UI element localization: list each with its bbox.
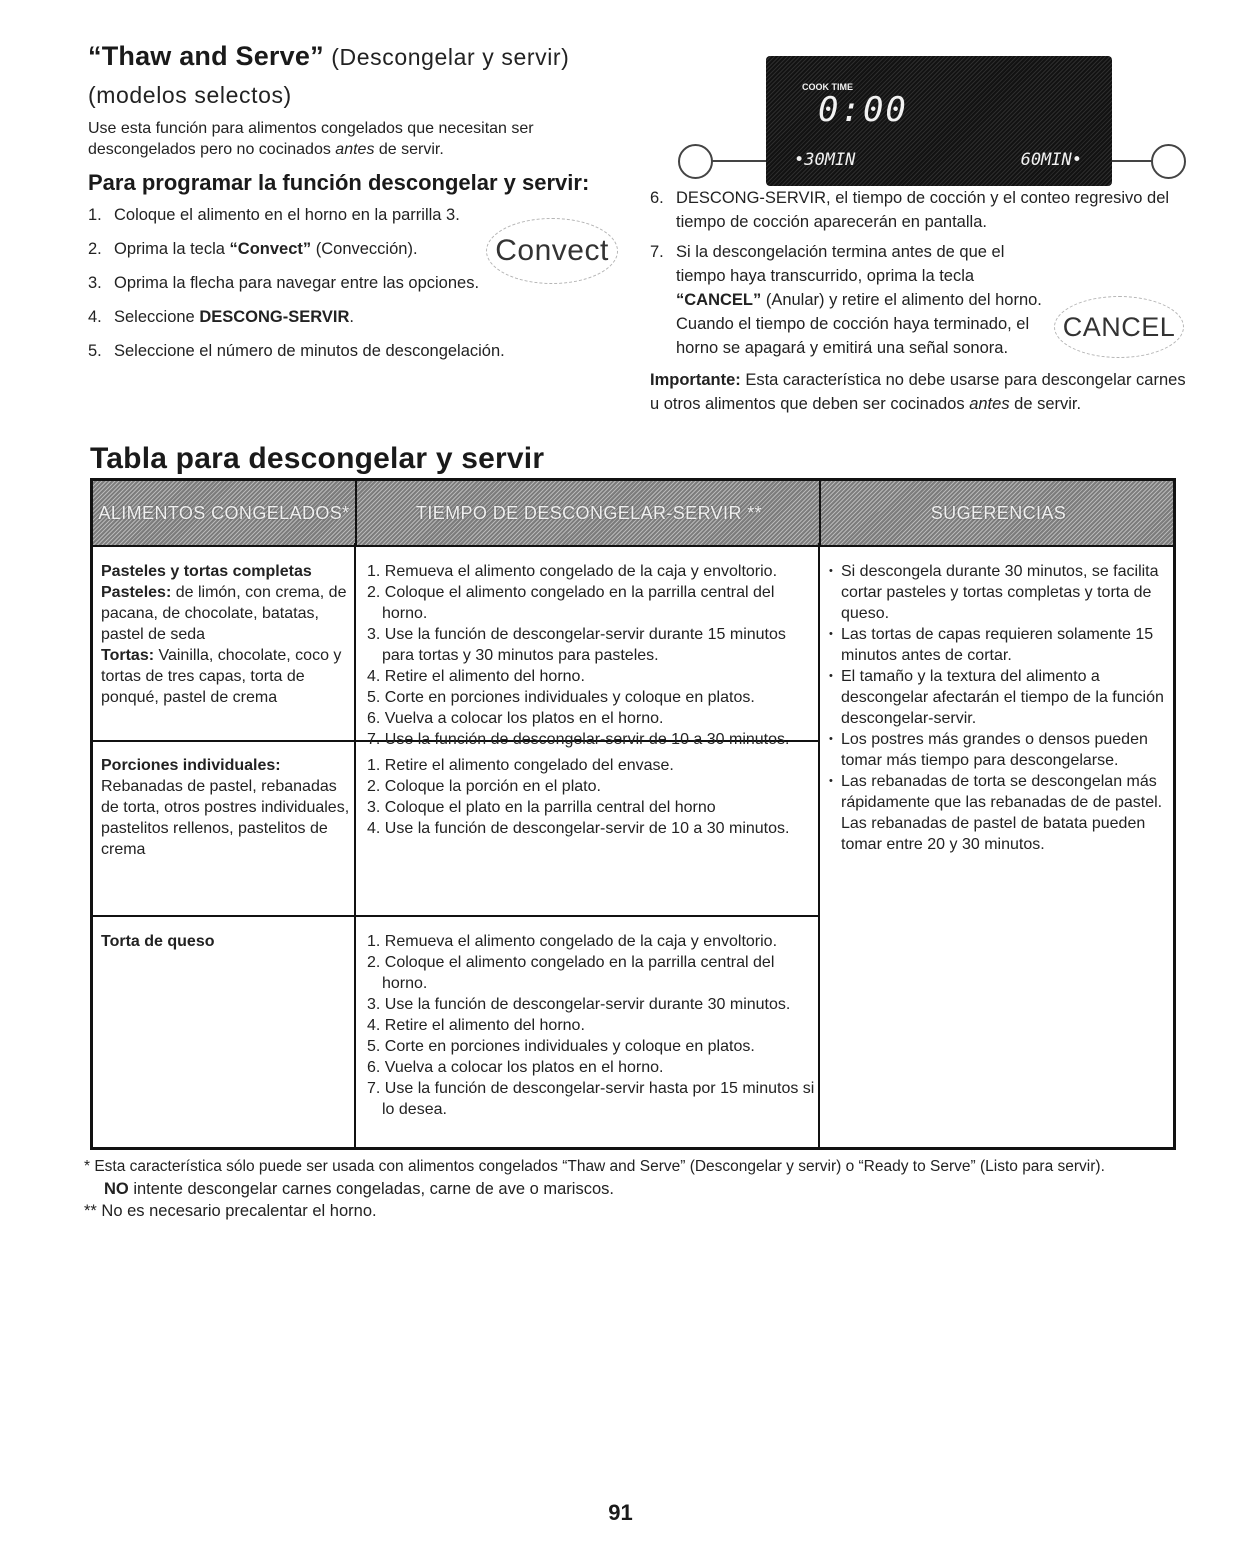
row1-foods bbox=[101, 561, 351, 708]
step-key-name: “CANCEL” bbox=[676, 291, 762, 309]
list-item: • Las rebanadas de torta se descongelan más rápidamente que las rebanadas de de pastel. Las rebanadas de pastel de batata pueden tomar entre 20 y 30 minutos. bbox=[825, 771, 1170, 855]
list-item: 4. Use la función de descongelar-servir de 10 a 30 minutos. bbox=[367, 820, 790, 837]
list-item: • Si descongela durante 30 minutos, se facilita cortar pasteles y tortas completas y torta de queso. bbox=[825, 561, 1170, 624]
step-text-end: (Convección). bbox=[311, 240, 418, 258]
step-text: Seleccione el número de minutos de descongelación. bbox=[114, 342, 505, 360]
list-item: 2. Coloque la porción en el plato. bbox=[367, 778, 601, 795]
knob-connector-left bbox=[711, 160, 768, 162]
right-step-6 bbox=[650, 186, 1170, 234]
step-text bbox=[676, 240, 1050, 360]
row2-foods bbox=[101, 755, 351, 860]
header-suggestions: SUGERENCIAS bbox=[819, 481, 1176, 545]
intro-italic: antes bbox=[335, 141, 375, 158]
footnote-emphasis: NO bbox=[104, 1180, 129, 1198]
knob-connector-right bbox=[1110, 160, 1154, 162]
lcd-screen bbox=[766, 56, 1112, 186]
intro-text: Use esta función para alimentos congelados que necesitan ser descongelados pero no cocinados bbox=[88, 120, 534, 158]
list-item: 5. Corte en porciones individuales y coloque en platos. bbox=[367, 689, 755, 706]
list-item: 6. Vuelva a colocar los platos en el horno. bbox=[367, 710, 664, 727]
list-item: 7. Use la función de descongelar-servir hasta por 15 minutos si lo desea. bbox=[367, 1080, 815, 1118]
list-item: 4. Retire el alimento del horno. bbox=[367, 668, 585, 685]
important-italic: antes bbox=[969, 395, 1010, 413]
step-text-start: Si la descongelación termina antes de que el tiempo haya transcurrido, oprima la tecla bbox=[676, 243, 1005, 285]
suggestions-list bbox=[825, 561, 1170, 855]
step-text: DESCONG-SERVIR, el tiempo de cocción y el conteo regresivo del tiempo de cocción aparecerán en pantalla. bbox=[676, 189, 1170, 231]
step-number: 4. bbox=[88, 308, 102, 326]
row2-heading: Porciones individuales: bbox=[101, 757, 281, 774]
list-item: 1. Remueva el alimento congelado de la caja y envoltorio. bbox=[367, 933, 778, 950]
section-title-bold: “Thaw and Serve” bbox=[88, 41, 324, 71]
list-item: • El tamaño y la textura del alimento a descongelar afectarán el tiempo de la función descongelar-servir. bbox=[825, 666, 1170, 729]
left-knob-icon[interactable] bbox=[678, 144, 713, 179]
step-number: 1. bbox=[88, 206, 102, 224]
step-number: 6. bbox=[650, 189, 664, 207]
step-number: 5. bbox=[88, 342, 102, 360]
header-frozen-foods: ALIMENTOS CONGELADOS* bbox=[98, 502, 350, 523]
row2-steps bbox=[367, 755, 815, 839]
footnote-text: intente descongelar carnes congeladas, carne de ave o mariscos. bbox=[128, 1180, 614, 1198]
footnote-2: ** No es necesario precalentar el horno. bbox=[84, 1202, 377, 1220]
table-title: Tabla para descongelar y servir bbox=[90, 442, 545, 475]
cook-time-readout: 0:00 bbox=[818, 90, 908, 130]
pasteles-text: de limón, con crema, de pacana, de chocolate, batatas, pastel de seda bbox=[101, 584, 347, 643]
tortas-label: Tortas: bbox=[101, 647, 155, 664]
step-key-name: “Convect” bbox=[229, 240, 312, 258]
convect-key[interactable]: Convect bbox=[486, 218, 618, 284]
header-thaw-time: TIEMPO DE DESCONGELAR-SERVIR ** bbox=[355, 481, 821, 545]
step-number: 7. bbox=[650, 243, 664, 261]
option-60-min: 60MIN• bbox=[1020, 150, 1082, 170]
cancel-key[interactable]: CANCEL bbox=[1054, 296, 1184, 358]
column-divider bbox=[818, 543, 820, 1147]
option-30-min: •30MIN bbox=[794, 150, 856, 170]
step-text: Oprima la tecla bbox=[114, 240, 230, 258]
list-item: 1. Retire el alimento congelado del envase. bbox=[367, 757, 674, 774]
step-text-end: . bbox=[349, 308, 354, 326]
row3-heading: Torta de queso bbox=[101, 933, 215, 950]
section-title-spanish: (Descongelar y servir) bbox=[331, 44, 570, 70]
oven-display-panel bbox=[676, 56, 1186, 191]
step-text: Seleccione bbox=[114, 308, 200, 326]
intro-text-end: de servir. bbox=[374, 141, 444, 158]
list-item: 7. Use la función de descongelar-servir de 10 a 30 minutos. bbox=[367, 731, 790, 748]
footnote-1: * Esta característica sólo puede ser usada con alimentos congelados “Thaw and Serve” (Descongelar y servir) o “Ready to Serve” (Listo para servir). bbox=[84, 1158, 1105, 1175]
cook-time-label: COOK TIME bbox=[802, 82, 853, 92]
important-text: Esta característica no debe usarse para descongelar carnes u otros alimentos que deben ser cocinados bbox=[650, 371, 1186, 413]
row2-text: Rebanadas de pastel, rebanadas de torta, otros postres individuales, pastelitos rellenos, pastelitos de crema bbox=[101, 778, 350, 858]
important-text-end: de servir. bbox=[1009, 395, 1082, 413]
step-number: 2. bbox=[88, 240, 102, 258]
step-text: Coloque el alimento en el horno en la parrilla 3. bbox=[114, 206, 460, 224]
list-item: 2. Coloque el alimento congelado en la parrilla central del horno. bbox=[367, 584, 775, 622]
list-item: 3. Use la función de descongelar-servir durante 15 minutos para tortas y 30 minutos para pasteles. bbox=[367, 626, 786, 664]
right-step-7 bbox=[650, 240, 1050, 360]
row3-foods bbox=[101, 931, 351, 952]
table-header-row bbox=[93, 481, 1173, 547]
footnote-1b bbox=[104, 1178, 614, 1200]
list-item: 6. Vuelva a colocar los platos en el horno. bbox=[367, 1059, 664, 1076]
row1-steps bbox=[367, 561, 815, 750]
list-item: • Los postres más grandes o densos pueden tomar más tiempo para descongelarse. bbox=[825, 729, 1170, 771]
section-title bbox=[88, 40, 569, 73]
row3-steps bbox=[367, 931, 815, 1120]
row1-heading: Pasteles y tortas completas bbox=[101, 563, 312, 580]
page-number: 91 bbox=[608, 1500, 633, 1525]
list-item: 2. Coloque el alimento congelado en la parrilla central del horno. bbox=[367, 954, 775, 992]
step-text-end: (Anular) y retire el alimento del horno. Cuando el tiempo de cocción haya terminado, el horno se apagará y emitirá una señal sonora. bbox=[676, 291, 1042, 357]
intro-paragraph bbox=[88, 118, 608, 160]
program-step-4 bbox=[88, 307, 608, 341]
program-step-5 bbox=[88, 341, 608, 375]
list-item: 1. Remueva el alimento congelado de la caja y envoltorio. bbox=[367, 563, 778, 580]
step-option-name: DESCONG-SERVIR bbox=[199, 308, 350, 326]
thaw-serve-table bbox=[90, 478, 1176, 1150]
step-number: 3. bbox=[88, 274, 102, 292]
list-item: • Las tortas de capas requieren solamente 15 minutos antes de cortar. bbox=[825, 624, 1170, 666]
column-divider bbox=[354, 543, 356, 1147]
important-label: Importante: bbox=[650, 371, 741, 389]
program-heading: Para programar la función descongelar y servir: bbox=[88, 170, 590, 195]
tortas-text: Vainilla, chocolate, coco y tortas de tres capas, torta de ponqué, pastel de crema bbox=[101, 647, 342, 706]
list-item: 4. Retire el alimento del horno. bbox=[367, 1017, 585, 1034]
pasteles-label: Pasteles: bbox=[101, 584, 172, 601]
list-item: 3. Coloque el plato en la parrilla central del horno bbox=[367, 799, 716, 816]
right-knob-icon[interactable] bbox=[1151, 144, 1186, 179]
step-text: Oprima la flecha para navegar entre las opciones. bbox=[114, 274, 480, 292]
list-item: 3. Use la función de descongelar-servir durante 30 minutos. bbox=[367, 996, 791, 1013]
list-item: 5. Corte en porciones individuales y coloque en platos. bbox=[367, 1038, 755, 1055]
section-subtitle: (modelos selectos) bbox=[88, 82, 292, 108]
row-divider bbox=[93, 915, 820, 917]
important-note bbox=[650, 368, 1190, 416]
